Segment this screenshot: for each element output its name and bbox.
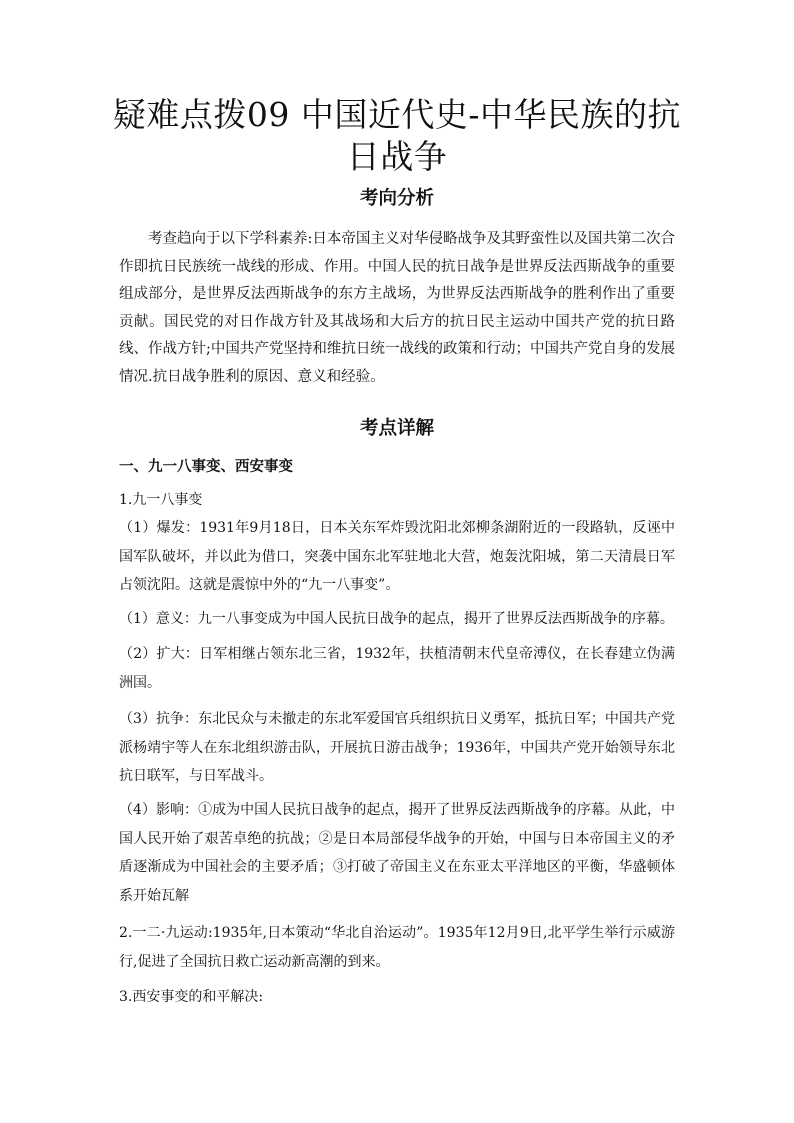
intro-paragraph: 考查趋向于以下学科素养:日本帝国主义对华侵略战争及其野蛮性以及国共第二次合作即抗日民族统一战线的形成、作用。中国人民的抗日战争是世界反法西斯战争的重要组成部分，是世界反法西斯战争的东方主战场，为世界反法西斯战争的胜利作出了重要贡献。国民党的对日作战方针及其战场和大后方的抗日民主运动中国共产党的抗日路线、作战方针;中国共产党坚持和维抗日统一战线的政策和行动；中国共产党自身的发展情况.抗日战争胜利的原因、意义和经验。 bbox=[119, 231, 675, 385]
list-item: （3）抗争：东北民众与未撤走的东北军爱国官兵组织抗日义勇军，抵抗日军；中国共产党派杨靖宇等人在东北组织游击队，开展抗日游击战争；1936年，中国共产党开始领导东北抗日联军，与日军战斗。 bbox=[119, 711, 675, 784]
list-item: （1）意义：九一八事变成为中国人民抗日战争的起点，揭开了世界反法西斯战争的序幕。 bbox=[119, 611, 674, 627]
section-heading-analysis: 考向分析 bbox=[359, 188, 434, 209]
topic-heading: 一、九一八事变、西安事变 bbox=[119, 458, 293, 475]
list-item: （1）爆发：1931年9月18日，日本关东军炸毁沈阳北郊柳条湖附近的一段路轨，反诬中国军队破坏，并以此为借口，突袭中国东北军驻地北大营，炮轰沈阳城，第二天清晨日军占领沈阳。这就是震惊中外的“九一八事变”。 bbox=[119, 520, 675, 593]
document-title: 疑难点拨09 中国近代史-中华民族的抗日战争 bbox=[112, 95, 682, 176]
list-item: 2.一二·九运动:1935年,日本策动“华北自治运动”。1935年12月9日,北平学生举行示威游行,促进了全国抗日救亡运动新高潮的到来。 bbox=[119, 925, 675, 970]
list-item: （4）影响：①成为中国人民抗日战争的起点，揭开了世界反法西斯战争的序幕。从此，中国人民开始了艰苦卓绝的抗战；②是日本局部侵华战争的开始，中国与日本帝国主义的矛盾逐渐成为中国社会的主要矛盾；③打破了帝国主义在东亚太平洋地区的平衡，华盛顿体系开始瓦解 bbox=[119, 802, 675, 904]
section-heading-details: 考点详解 bbox=[359, 418, 434, 439]
list-item: （2）扩大：日军相继占领东北三省，1932年，扶植清朝末代皇帝溥仪，在长春建立伪满洲国。 bbox=[119, 646, 675, 691]
list-item: 1.九一八事变 bbox=[119, 492, 203, 508]
list-item: 3.西安事变的和平解决: bbox=[119, 989, 264, 1005]
